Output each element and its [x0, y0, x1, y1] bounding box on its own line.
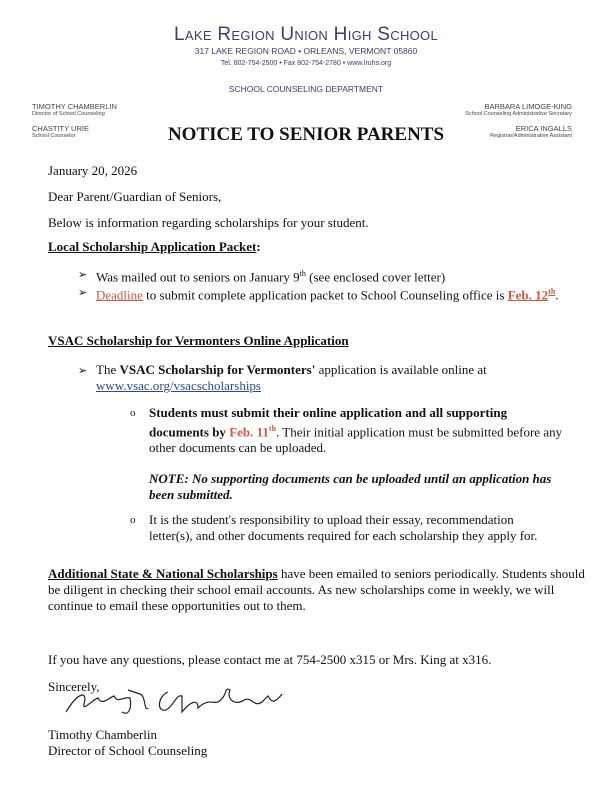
letter-date: January 20, 2026 — [48, 163, 138, 178]
school-address: 317 LAKE REGION ROAD • ORLEANS, VERMONT 05860 — [194, 46, 418, 56]
signature-image — [58, 682, 288, 724]
vsac-sub-1: Students must submit their online application and all supporting documents by Feb. 11th. Their initial application must be submitted before any other documents can be uploaded. — [149, 405, 563, 456]
local-heading-text: Local Scholarship Application Packet — [48, 239, 257, 254]
school-contact: Tel. 802-754-2500 • Fax 802-754-2780 • www.lruhs.org — [220, 60, 392, 67]
local-bullet-2: Deadline to submit complete application packet to School Counseling office is Feb. 12th. — [96, 287, 559, 303]
local-bullet-1: Was mailed out to seniors on January 9th (see enclosed cover letter) — [96, 269, 446, 285]
circle-bullet-icon: o — [130, 514, 136, 526]
vsac-heading: VSAC Scholarship for Vermonters Online Application — [48, 333, 349, 348]
staff-name: BARBARA LIMOGE-KING — [484, 102, 572, 111]
department: SCHOOL COUNSELING DEPARTMENT — [228, 84, 384, 94]
contact-line: If you have any questions, please contact me at 754-2500 x315 or Mrs. King at x316. — [48, 652, 492, 667]
notice-title: NOTICE TO SENIOR PARENTS — [167, 124, 445, 145]
vsac-sub-2: It is the student's responsibility to upload their essay, recommendation letter(s), and other documents required for each scholarship they apply for. — [149, 512, 538, 543]
arrow-bullet-icon: ➢ — [78, 269, 88, 281]
school-name: Lake Region Union High School — [174, 24, 438, 45]
arrow-bullet-icon: ➢ — [78, 365, 88, 377]
staff-chamberlin — [32, 102, 117, 117]
closing: Sincerely, — [48, 679, 100, 694]
vsac-link[interactable]: www.vsac.org/vsacscholarships — [96, 378, 261, 393]
staff-name: TIMOTHY CHAMBERLIN — [32, 102, 117, 111]
staff-role: School Counselor — [32, 133, 76, 139]
vsac-bullet-1: The VSAC Scholarship for Vermonters' application is available online at www.vsac.org/vsacscholarships — [96, 362, 487, 393]
staff-role: School Counseling Administrative Secretary — [465, 111, 572, 117]
salutation: Dear Parent/Guardian of Seniors, — [48, 189, 222, 204]
additional-paragraph: Additional State & National Scholarships have been emailed to seniors periodically. Students should be diligent in checking their school email accounts. As new scholarships come in weekly, we will continue to email these opportunities out to them. — [48, 566, 585, 613]
staff-name: CHASTITY URIE — [32, 124, 89, 133]
intro: Below is information regarding scholarships for your student. — [48, 215, 369, 230]
staff-role: Director of School Counseling — [32, 111, 105, 117]
signer-name: Timothy Chamberlin — [48, 727, 157, 742]
vsac-note: NOTE: No supporting documents can be uploaded until an application has been submitted. — [149, 471, 552, 502]
signer-title: Director of School Counseling — [48, 743, 208, 758]
staff-role: Registrar/Administrative Assistant — [490, 133, 572, 139]
local-heading: Local Scholarship Application Packet: — [48, 239, 261, 254]
staff-limoge-king — [465, 102, 572, 117]
circle-bullet-icon: o — [130, 407, 136, 419]
staff-name: ERICA INGALLS — [515, 124, 572, 133]
arrow-bullet-icon: ➢ — [78, 287, 88, 299]
